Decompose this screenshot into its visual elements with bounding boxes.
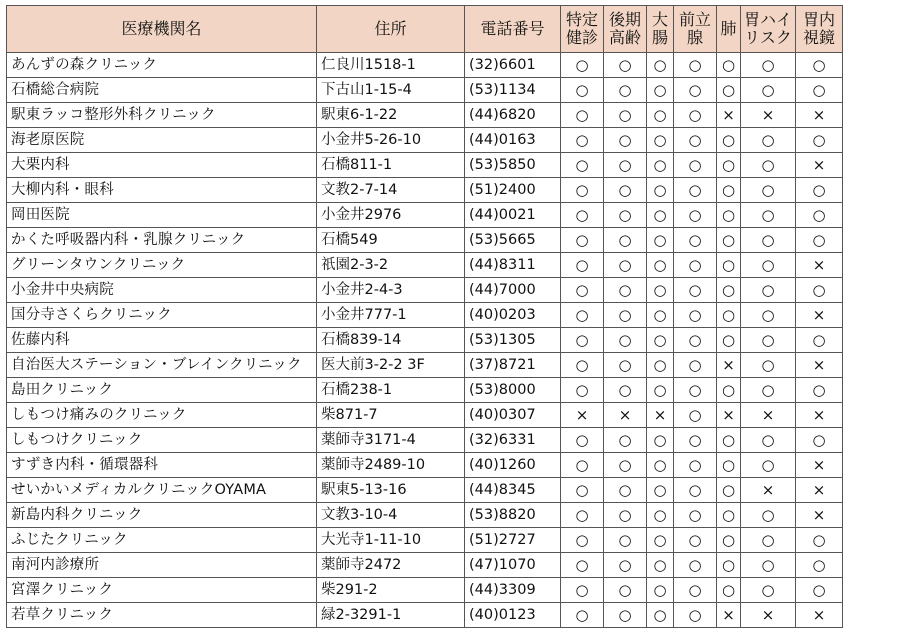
clinic-name: 宮澤クリニック	[7, 578, 317, 603]
clinic-phone: (40)0307	[465, 403, 561, 428]
availability-mark: ×	[796, 103, 843, 128]
availability-mark: ○	[604, 528, 647, 553]
availability-mark: ○	[717, 478, 741, 503]
availability-mark: ×	[741, 603, 796, 628]
availability-mark: ○	[717, 228, 741, 253]
availability-mark: ○	[604, 278, 647, 303]
availability-mark: ○	[647, 228, 674, 253]
clinic-phone: (51)2727	[465, 528, 561, 553]
clinic-address: 薬師寺3171-4	[317, 428, 465, 453]
availability-mark: ○	[604, 603, 647, 628]
table-row	[7, 578, 843, 603]
availability-mark: ○	[561, 103, 604, 128]
clinic-name: 国分寺さくらクリニック	[7, 303, 317, 328]
availability-mark: ○	[674, 253, 717, 278]
header-name: 医療機関名	[7, 6, 317, 53]
header-kouki: 後期 高齢	[604, 6, 647, 53]
availability-mark: ○	[674, 328, 717, 353]
clinic-name: グリーンタウンクリニック	[7, 253, 317, 278]
availability-mark: ○	[647, 603, 674, 628]
availability-mark: ○	[647, 453, 674, 478]
availability-mark: ○	[561, 128, 604, 153]
clinic-phone: (40)1260	[465, 453, 561, 478]
availability-mark: ○	[604, 78, 647, 103]
availability-mark: ○	[717, 303, 741, 328]
availability-mark: ○	[796, 178, 843, 203]
clinic-address: 柴291-2	[317, 578, 465, 603]
availability-mark: ×	[717, 353, 741, 378]
availability-mark: ○	[561, 603, 604, 628]
clinic-address: 石橋811-1	[317, 153, 465, 178]
availability-mark: ○	[796, 278, 843, 303]
availability-mark: ○	[741, 353, 796, 378]
availability-mark: ○	[796, 553, 843, 578]
header-ihigh: 胃ハイ リスク	[741, 6, 796, 53]
availability-mark: ×	[796, 603, 843, 628]
availability-mark: ○	[796, 78, 843, 103]
availability-mark: ○	[674, 178, 717, 203]
availability-mark: ○	[717, 178, 741, 203]
clinic-name: 大柳内科・眼科	[7, 178, 317, 203]
availability-mark: ○	[741, 253, 796, 278]
availability-mark: ○	[741, 228, 796, 253]
table-row	[7, 128, 843, 153]
clinic-name: 南河内診療所	[7, 553, 317, 578]
availability-mark: ○	[796, 378, 843, 403]
availability-mark: ×	[647, 403, 674, 428]
availability-mark: ○	[674, 203, 717, 228]
clinic-address: 薬師寺2472	[317, 553, 465, 578]
availability-mark: ○	[561, 528, 604, 553]
availability-mark: ○	[604, 578, 647, 603]
clinic-address: 小金井2976	[317, 203, 465, 228]
table-row	[7, 303, 843, 328]
clinic-address: 石橋238-1	[317, 378, 465, 403]
availability-mark: ○	[741, 78, 796, 103]
clinic-address: 薬師寺2489-10	[317, 453, 465, 478]
clinic-phone: (53)8000	[465, 378, 561, 403]
table-row	[7, 253, 843, 278]
availability-mark: ○	[604, 103, 647, 128]
clinic-phone: (32)6601	[465, 53, 561, 78]
availability-mark: ○	[796, 53, 843, 78]
availability-mark: ○	[647, 178, 674, 203]
availability-mark: ○	[561, 78, 604, 103]
availability-mark: ○	[561, 328, 604, 353]
clinic-name: 小金井中央病院	[7, 278, 317, 303]
availability-mark: ○	[561, 553, 604, 578]
header-row	[7, 6, 843, 53]
availability-mark: ○	[741, 553, 796, 578]
clinic-phone: (40)0123	[465, 603, 561, 628]
clinic-name: 大栗内科	[7, 153, 317, 178]
availability-mark: ○	[796, 328, 843, 353]
header-tokutei: 特定 健診	[561, 6, 604, 53]
table-row	[7, 428, 843, 453]
availability-mark: ○	[741, 378, 796, 403]
availability-mark: ×	[717, 103, 741, 128]
clinic-name: 島田クリニック	[7, 378, 317, 403]
availability-mark: ○	[561, 303, 604, 328]
availability-mark: ○	[604, 353, 647, 378]
availability-mark: ○	[647, 253, 674, 278]
availability-mark: ○	[674, 303, 717, 328]
availability-mark: ○	[674, 428, 717, 453]
availability-mark: ○	[796, 203, 843, 228]
clinic-phone: (44)8345	[465, 478, 561, 503]
availability-mark: ○	[717, 253, 741, 278]
clinic-address: 柴871-7	[317, 403, 465, 428]
availability-mark: ○	[741, 453, 796, 478]
availability-mark: ○	[741, 528, 796, 553]
availability-mark: ×	[796, 303, 843, 328]
table-row	[7, 603, 843, 628]
clinic-address: 祇園2-3-2	[317, 253, 465, 278]
availability-mark: ×	[796, 153, 843, 178]
availability-mark: ○	[717, 553, 741, 578]
availability-mark: ○	[561, 378, 604, 403]
table-row	[7, 328, 843, 353]
clinic-phone: (53)5665	[465, 228, 561, 253]
availability-mark: ○	[647, 303, 674, 328]
availability-mark: ○	[604, 253, 647, 278]
clinic-phone: (44)7000	[465, 278, 561, 303]
availability-mark: ○	[674, 78, 717, 103]
header-address: 住所	[317, 6, 465, 53]
availability-mark: ○	[604, 303, 647, 328]
availability-mark: ○	[796, 228, 843, 253]
clinic-phone: (53)1305	[465, 328, 561, 353]
clinic-phone: (53)5850	[465, 153, 561, 178]
availability-mark: ○	[674, 403, 717, 428]
clinic-address: 緑2-3291-1	[317, 603, 465, 628]
clinic-phone: (44)3309	[465, 578, 561, 603]
clinic-name: しもつけ痛みのクリニック	[7, 403, 317, 428]
clinic-address: 石橋549	[317, 228, 465, 253]
clinic-address: 仁良川1518-1	[317, 53, 465, 78]
availability-mark: ○	[561, 478, 604, 503]
availability-mark: ○	[717, 128, 741, 153]
clinic-name: しもつけクリニック	[7, 428, 317, 453]
table-row	[7, 178, 843, 203]
availability-mark: ○	[647, 478, 674, 503]
table-body	[7, 53, 843, 628]
clinic-address: 駅東5-13-16	[317, 478, 465, 503]
table-row	[7, 228, 843, 253]
availability-mark: ○	[741, 178, 796, 203]
clinic-phone: (51)2400	[465, 178, 561, 203]
availability-mark: ○	[674, 53, 717, 78]
availability-mark: ○	[674, 378, 717, 403]
availability-mark: ○	[741, 128, 796, 153]
clinic-address: 下古山1-15-4	[317, 78, 465, 103]
availability-mark: ○	[604, 128, 647, 153]
availability-mark: ○	[647, 103, 674, 128]
clinic-name: 新島内科クリニック	[7, 503, 317, 528]
clinic-name: 駅東ラッコ整形外科クリニック	[7, 103, 317, 128]
availability-mark: ×	[796, 253, 843, 278]
clinic-name: あんずの森クリニック	[7, 53, 317, 78]
availability-mark: ○	[647, 128, 674, 153]
availability-mark: ○	[674, 603, 717, 628]
availability-mark: ○	[717, 78, 741, 103]
availability-mark: ○	[674, 478, 717, 503]
availability-mark: ○	[647, 153, 674, 178]
availability-mark: ○	[647, 503, 674, 528]
table-row	[7, 278, 843, 303]
availability-mark: ×	[796, 453, 843, 478]
availability-mark: ○	[717, 328, 741, 353]
clinic-name: 石橋総合病院	[7, 78, 317, 103]
availability-mark: ×	[796, 353, 843, 378]
clinic-address: 小金井2-4-3	[317, 278, 465, 303]
availability-mark: ○	[741, 278, 796, 303]
availability-mark: ○	[674, 153, 717, 178]
availability-mark: ○	[717, 428, 741, 453]
clinic-name: ふじたクリニック	[7, 528, 317, 553]
availability-mark: ○	[604, 203, 647, 228]
availability-mark: ×	[717, 403, 741, 428]
header-hai: 肺	[717, 6, 741, 53]
availability-mark: ○	[561, 203, 604, 228]
availability-mark: ○	[717, 378, 741, 403]
availability-mark: ○	[561, 178, 604, 203]
availability-mark: ×	[796, 503, 843, 528]
availability-mark: ○	[647, 278, 674, 303]
availability-mark: ○	[674, 453, 717, 478]
clinic-address: 大光寺1-11-10	[317, 528, 465, 553]
availability-mark: ○	[647, 553, 674, 578]
clinic-name: 若草クリニック	[7, 603, 317, 628]
clinic-name: かくた呼吸器内科・乳腺クリニック	[7, 228, 317, 253]
availability-mark: ○	[674, 578, 717, 603]
table-row	[7, 103, 843, 128]
availability-mark: ○	[604, 153, 647, 178]
availability-mark: ○	[604, 428, 647, 453]
availability-mark: ○	[561, 228, 604, 253]
clinic-phone: (53)8820	[465, 503, 561, 528]
table-row	[7, 378, 843, 403]
clinic-name: すずき内科・循環器科	[7, 453, 317, 478]
availability-mark: ○	[561, 503, 604, 528]
availability-mark: ○	[741, 328, 796, 353]
table-row	[7, 503, 843, 528]
availability-mark: ×	[741, 478, 796, 503]
availability-mark: ○	[604, 53, 647, 78]
availability-mark: ○	[741, 428, 796, 453]
table-row	[7, 403, 843, 428]
table-row	[7, 153, 843, 178]
availability-mark: ○	[741, 578, 796, 603]
clinic-phone: (44)6820	[465, 103, 561, 128]
clinic-name: せいかいメディカルクリニックOYAMA	[7, 478, 317, 503]
table-wrapper	[6, 5, 843, 628]
availability-mark: ○	[717, 453, 741, 478]
availability-mark: ○	[717, 528, 741, 553]
clinic-phone: (44)8311	[465, 253, 561, 278]
availability-mark: ○	[741, 303, 796, 328]
table-row	[7, 78, 843, 103]
availability-mark: ○	[674, 528, 717, 553]
availability-mark: ○	[741, 503, 796, 528]
availability-mark: ○	[741, 53, 796, 78]
availability-mark: ○	[674, 503, 717, 528]
availability-mark: ○	[717, 278, 741, 303]
clinic-address: 医大前3-2-2 3F	[317, 353, 465, 378]
availability-mark: ○	[796, 428, 843, 453]
availability-mark: ×	[604, 403, 647, 428]
clinic-address: 文教2-7-14	[317, 178, 465, 203]
availability-mark: ○	[604, 553, 647, 578]
availability-mark: ×	[717, 603, 741, 628]
clinic-phone: (32)6331	[465, 428, 561, 453]
availability-mark: ○	[604, 228, 647, 253]
availability-mark: ○	[561, 278, 604, 303]
table-header	[7, 6, 843, 53]
availability-mark: ○	[796, 578, 843, 603]
table-row	[7, 53, 843, 78]
availability-mark: ○	[717, 153, 741, 178]
availability-mark: ○	[674, 128, 717, 153]
clinic-name: 岡田医院	[7, 203, 317, 228]
clinic-address: 小金井777-1	[317, 303, 465, 328]
table-row	[7, 203, 843, 228]
availability-mark: ○	[674, 353, 717, 378]
availability-mark: ○	[561, 353, 604, 378]
availability-mark: ○	[647, 353, 674, 378]
availability-mark: ○	[741, 203, 796, 228]
availability-mark: ×	[741, 103, 796, 128]
availability-mark: ○	[647, 378, 674, 403]
availability-mark: ○	[647, 428, 674, 453]
availability-mark: ○	[796, 528, 843, 553]
table-row	[7, 528, 843, 553]
availability-mark: ×	[796, 478, 843, 503]
availability-mark: ○	[561, 53, 604, 78]
availability-mark: ○	[604, 503, 647, 528]
availability-mark: ○	[674, 278, 717, 303]
clinic-address: 小金井5-26-10	[317, 128, 465, 153]
table-row	[7, 553, 843, 578]
availability-mark: ○	[647, 328, 674, 353]
clinic-name: 海老原医院	[7, 128, 317, 153]
header-phone: 電話番号	[465, 6, 561, 53]
availability-mark: ○	[604, 178, 647, 203]
clinic-table	[6, 5, 843, 628]
availability-mark: ○	[604, 378, 647, 403]
clinic-phone: (44)0021	[465, 203, 561, 228]
availability-mark: ○	[717, 578, 741, 603]
clinic-phone: (53)1134	[465, 78, 561, 103]
availability-mark: ○	[647, 203, 674, 228]
availability-mark: ○	[604, 328, 647, 353]
availability-mark: ○	[561, 428, 604, 453]
table-row	[7, 453, 843, 478]
clinic-phone: (37)8721	[465, 353, 561, 378]
availability-mark: ○	[561, 253, 604, 278]
clinic-name: 自治医大ステーション・ブレインクリニック	[7, 353, 317, 378]
clinic-phone: (47)1070	[465, 553, 561, 578]
availability-mark: ×	[741, 403, 796, 428]
clinic-address: 駅東6-1-22	[317, 103, 465, 128]
availability-mark: ○	[647, 578, 674, 603]
header-zenritsu: 前立 腺	[674, 6, 717, 53]
availability-mark: ○	[561, 453, 604, 478]
clinic-address: 文教3-10-4	[317, 503, 465, 528]
availability-mark: ○	[647, 528, 674, 553]
availability-mark: ○	[604, 453, 647, 478]
header-inai: 胃内 視鏡	[796, 6, 843, 53]
availability-mark: ○	[674, 103, 717, 128]
availability-mark: ○	[796, 128, 843, 153]
table-row	[7, 478, 843, 503]
availability-mark: ○	[717, 203, 741, 228]
clinic-phone: (44)0163	[465, 128, 561, 153]
availability-mark: ○	[741, 153, 796, 178]
clinic-address: 石橋839-14	[317, 328, 465, 353]
availability-mark: ○	[604, 478, 647, 503]
availability-mark: ○	[674, 228, 717, 253]
availability-mark: ○	[717, 503, 741, 528]
availability-mark: ○	[647, 78, 674, 103]
availability-mark: ○	[674, 553, 717, 578]
availability-mark: ×	[561, 403, 604, 428]
header-daichou: 大 腸	[647, 6, 674, 53]
availability-mark: ×	[796, 403, 843, 428]
availability-mark: ○	[561, 578, 604, 603]
availability-mark: ○	[561, 153, 604, 178]
availability-mark: ○	[647, 53, 674, 78]
clinic-phone: (40)0203	[465, 303, 561, 328]
table-row	[7, 353, 843, 378]
availability-mark: ○	[717, 53, 741, 78]
clinic-name: 佐藤内科	[7, 328, 317, 353]
